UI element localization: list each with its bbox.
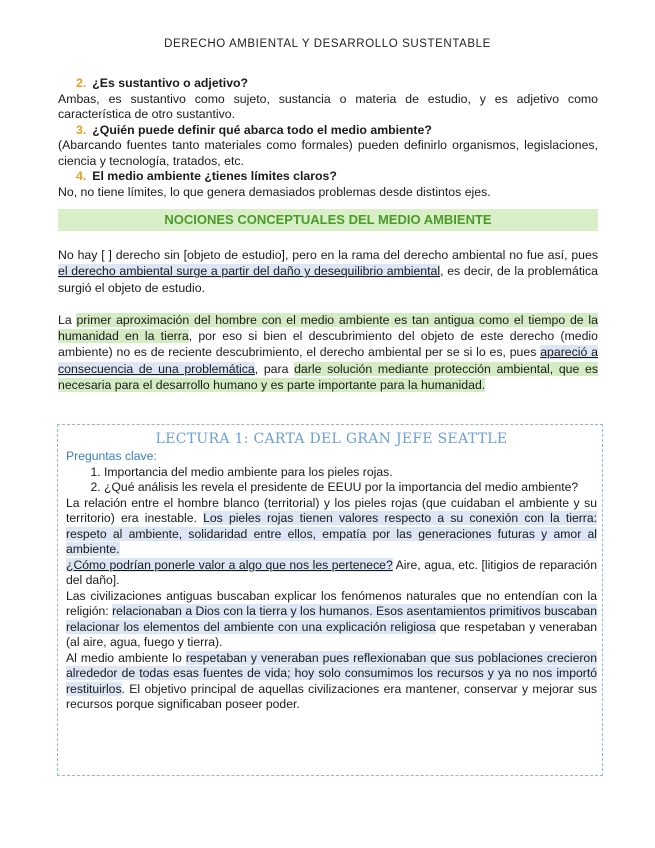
text-run: Aire, agua, etc. [litigios de reparación del daño]. <box>66 557 597 587</box>
text-run: que respetaban y veneraban (al aire, agua, fuego y tierra). <box>66 619 598 649</box>
question-number: 4. <box>76 169 87 183</box>
text-run: La <box>58 312 77 327</box>
question-number: 2. <box>76 76 87 90</box>
highlighted-text: darle solución mediante protección ambiental, que es necesaria para el desarrollo humano y es parte importante para la humanidad. <box>58 361 598 393</box>
page-header: DERECHO AMBIENTAL Y DESARROLLO SUSTENTABLE <box>164 38 491 50</box>
list-item: 2. ¿Qué análisis les revela el presidente de EEUU por la importancia del medio ambiente? <box>104 480 597 496</box>
reading-paragraph-1 <box>66 496 597 558</box>
text-run: , para <box>254 361 295 376</box>
question-number: 3. <box>76 122 87 137</box>
question-text: ¿Quién puede definir qué abarca todo el medio ambiente? <box>92 122 432 137</box>
highlighted-text: respetaban y veneraban pues reflexionaban que sus poblaciones crecieron alrededor de todas esas fuentes de vida; hoy solo consumimos los recursos y ya no nos importó restituirlos <box>66 650 597 696</box>
answer-3: (Abarcando fuentes tanto materiales como formales) pueden definirlo organismos, legislaciones, ciencia y tecnología, tratados, etc. <box>58 138 598 168</box>
reading-title: LECTURA 1: CARTA DEL GRAN JEFE SEATTLE <box>155 431 508 447</box>
highlighted-text: Los pieles rojas tienen valores respecto a su conexión con la tierra: respeto al ambiente, solidaridad entre ellos, empatía por las generaciones futuras y amor al ambiente. <box>66 511 598 556</box>
paragraph-2 <box>58 312 598 393</box>
reading-paragraph-2 <box>66 558 597 589</box>
text-run: La relación entre el hombre blanco (territorial) y los pieles rojas (que cuidaban el ambiente y su territorio) era inestable. <box>66 495 597 525</box>
key-questions-list <box>66 465 597 496</box>
text-run: , es decir, de la problemática surgió el objeto de estudio. <box>58 264 598 295</box>
reading-body <box>66 449 597 713</box>
question-text: El medio ambiente ¿tienes límites claros? <box>92 169 337 183</box>
underlined-question: ¿Cómo podrían ponerle valor a algo que nos les pertenece? <box>66 557 393 572</box>
answer-4: No, no tiene límites, lo que genera demasiados problemas desde distintos ejes. <box>58 184 491 199</box>
text-run: Al medio ambiente lo <box>66 650 186 665</box>
list-item: 1. Importancia del medio ambiente para los pieles rojas. <box>104 465 597 481</box>
text-run: , por eso si bien el descubrimiento del objeto de este derecho (medio ambiente) no es de reciente descubrimiento, el derecho ambiental per se si lo es, pues <box>58 329 598 360</box>
reading-paragraph-4 <box>66 651 597 713</box>
main-content <box>58 76 598 393</box>
section-heading: NOCIONES CONCEPTUALES DEL MEDIO AMBIENTE <box>58 209 598 231</box>
text-run: . El objetivo principal de aquellas civilizaciones era mantener, conservar y mejorar sus recursos porque significaban poseer poder. <box>66 681 597 711</box>
text-run: No hay [ ] derecho sin [objeto de estudio], pero en la rama del derecho ambiental no fue así, pues <box>58 248 598 262</box>
answer-2: Ambas, es sustantivo como sujeto, sustancia o materia de estudio, y es adjetivo como característica de otro sustantivo. <box>58 91 598 121</box>
highlighted-text: primer aproximación del hombre con el medio ambiente es tan antigua como el tiempo de la humanidad en la tierra <box>58 312 598 344</box>
highlighted-text: el derecho ambiental surge a partir del daño y desequilibrio ambiental <box>58 264 441 279</box>
reading-paragraph-3 <box>66 589 597 651</box>
question-3 <box>58 123 598 139</box>
question-text: ¿Es sustantivo o adjetivo? <box>92 76 249 90</box>
question-4 <box>58 169 598 185</box>
highlighted-text: relacionaban a Dios con la tierra y los humanos. Esos asentamientos primitivos buscaban relacionar los elementos del ambiente con una explicación religiosa <box>66 604 597 634</box>
paragraph-1 <box>58 247 598 296</box>
text-run: Las civilizaciones antiguas buscaban explicar los fenómenos naturales que no entendían con la religión: <box>66 588 597 618</box>
question-2 <box>58 76 598 92</box>
questions-label: Preguntas clave: <box>66 449 157 463</box>
reading-box <box>57 424 603 776</box>
highlighted-text: apareció a consecuencia de una problemática <box>58 345 598 376</box>
